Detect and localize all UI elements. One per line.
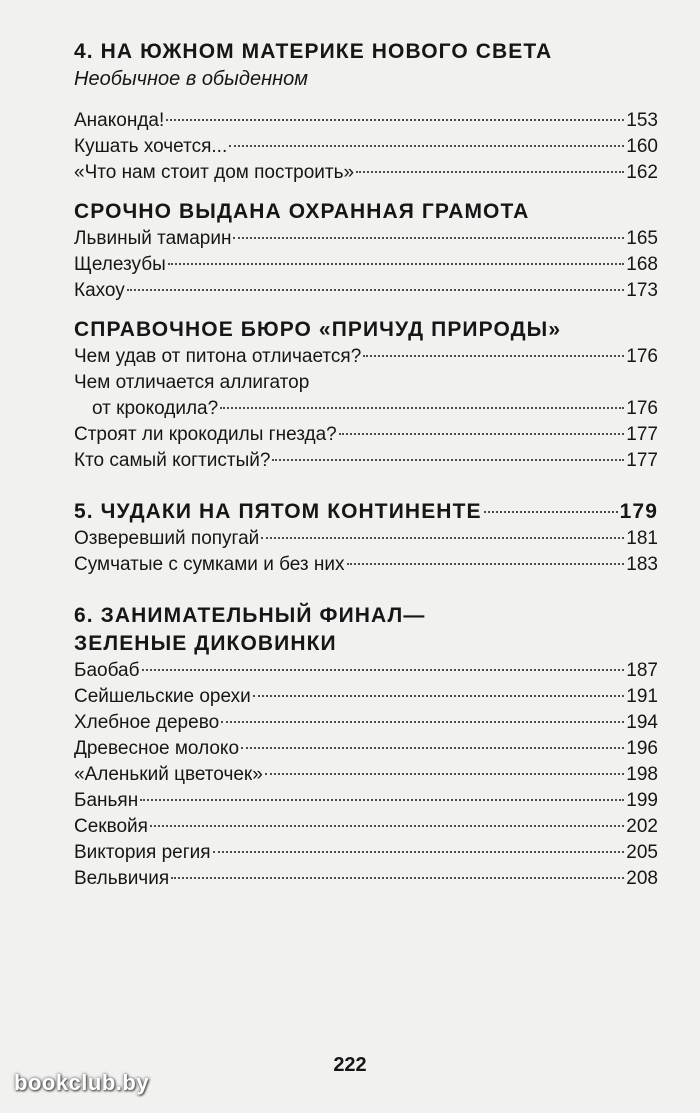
- toc-entry: «Что нам стоит дом построить» 162: [74, 162, 658, 183]
- section-heading: СРОЧНО ВЫДАНА ОХРАННАЯ ГРАМОТА: [74, 200, 530, 223]
- section-heading: СПРАВОЧНОЕ БЮРО «ПРИЧУД ПРИРОДЫ»: [74, 318, 562, 341]
- toc-entry: Чем удав от питона отличается? 176: [74, 346, 658, 367]
- watermark: bookclub.by: [14, 1070, 150, 1095]
- toc-entry: Древесное молоко 196: [74, 738, 658, 759]
- toc-entry: Львиный тамарин 165: [74, 228, 658, 249]
- toc-entry: Озверевший попугай 181: [74, 528, 658, 549]
- toc-entry: Анаконда! 153: [74, 110, 658, 131]
- toc-entry: Секвойя 202: [74, 816, 658, 837]
- toc-entry: Баобаб 187: [74, 660, 658, 681]
- toc-entry-line1: Чем отличается аллигатор: [74, 372, 310, 393]
- section-heading: ЗЕЛЕНЫЕ ДИКОВИНКИ: [74, 632, 337, 655]
- toc-entry: Сейшельские орехи 191: [74, 686, 658, 707]
- toc-entry: Хлебное дерево 194: [74, 712, 658, 733]
- toc-entry: Вельвичия 208: [74, 868, 658, 889]
- table-of-contents: [74, 38, 658, 892]
- toc-entry: Кушать хочется... 160: [74, 136, 658, 157]
- toc-entry: Баньян 199: [74, 790, 658, 811]
- toc-entry: «Аленький цветочек» 198: [74, 764, 658, 785]
- section-subtitle: Необычное в обыденном: [74, 68, 308, 90]
- toc-entry: от крокодила? 176: [92, 398, 658, 419]
- toc-entry: Кто самый когтистый? 177: [74, 450, 658, 471]
- section-heading: 4. НА ЮЖНОМ МАТЕРИКЕ НОВОГО СВЕТА: [74, 40, 553, 63]
- toc-entry: Кахоу 173: [74, 280, 658, 301]
- toc-entry: Строят ли крокодилы гнезда? 177: [74, 424, 658, 445]
- toc-entry: Щелезубы 168: [74, 254, 658, 275]
- page-number: 222: [333, 1054, 367, 1076]
- section-heading: 5. ЧУДАКИ НА ПЯТОМ КОНТИНЕНТЕ 179: [74, 500, 658, 523]
- section-heading: 6. ЗАНИМАТЕЛЬНЫЙ ФИНАЛ—: [74, 604, 426, 627]
- toc-entry: Виктория регия 205: [74, 842, 658, 863]
- toc-entry: Сумчатые с сумками и без них 183: [74, 554, 658, 575]
